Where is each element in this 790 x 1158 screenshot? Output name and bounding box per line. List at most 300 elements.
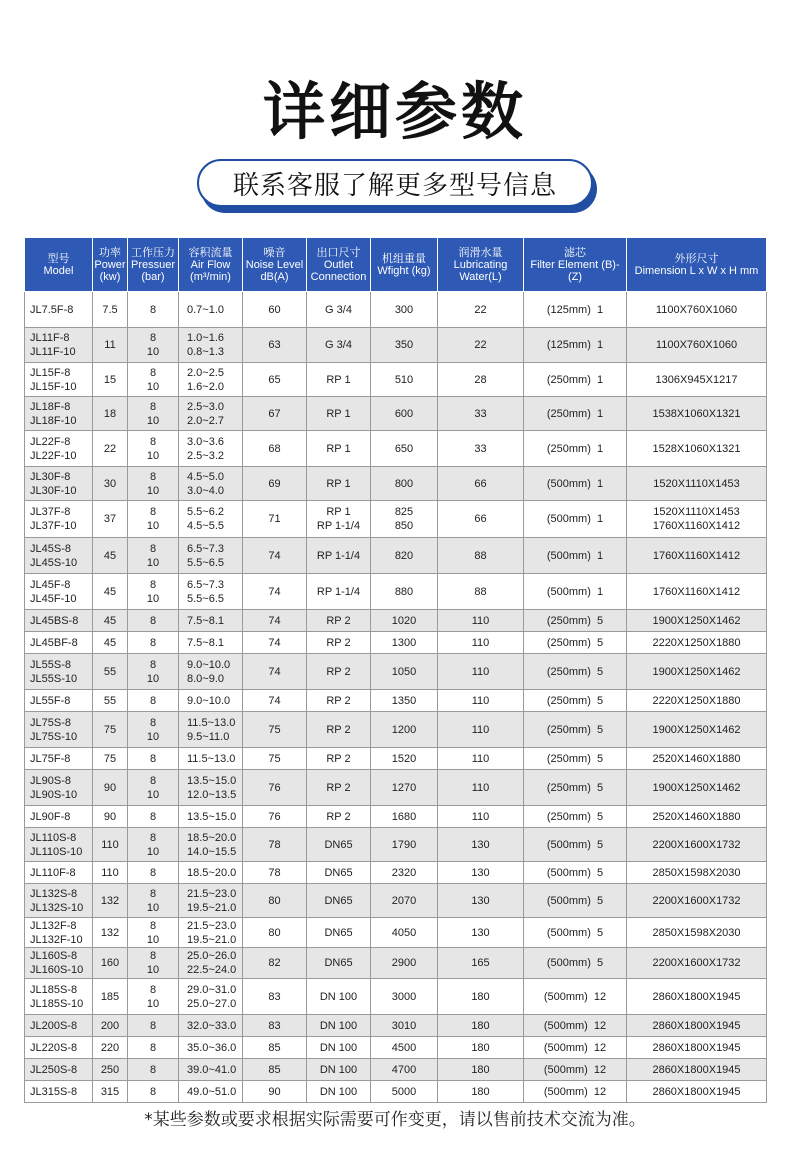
noise-cell: 60 (243, 292, 307, 328)
table-row (25, 292, 767, 328)
outlet-cell-line: DN 100 (319, 1063, 358, 1076)
water-cell: 110 (438, 654, 524, 690)
pressure-cell (128, 467, 179, 501)
outlet-cell-line: DN65 (324, 926, 353, 939)
model-cell (25, 884, 93, 918)
pressure-cell-line: 10 (146, 484, 160, 497)
column-header-model (25, 238, 93, 292)
dimension-cell-line: 2860X1800X1945 (652, 1085, 741, 1098)
air-flow-cell-line: 12.0~13.5 (187, 788, 237, 801)
outlet-cell (307, 1081, 371, 1103)
column-header-water (438, 238, 524, 292)
noise-cell: 90 (243, 1081, 307, 1103)
filter-cell: (250mm) 5 (524, 748, 627, 770)
outlet-cell-line: DN 100 (319, 1019, 358, 1032)
noise-cell: 83 (243, 979, 307, 1015)
noise-cell: 82 (243, 948, 307, 979)
outlet-cell-line: RP 2 (326, 614, 351, 627)
footnote: *某些参数或要求根据实际需要可作变更，请以售前技术交流为准。 (144, 1110, 646, 1130)
dimension-cell (627, 979, 767, 1015)
model-cell-line: JL45F-8 (30, 578, 71, 591)
power-cell: 45 (93, 610, 128, 632)
filter-cell: (125mm) 1 (524, 328, 627, 363)
filter-cell: (500mm) 12 (524, 1037, 627, 1059)
model-cell-line: JL90F-8 (30, 810, 71, 823)
weight-cell (371, 918, 438, 948)
table-row (25, 501, 767, 538)
water-cell: 110 (438, 748, 524, 770)
model-cell (25, 610, 93, 632)
dimension-cell (627, 610, 767, 632)
pressure-cell (128, 538, 179, 574)
outlet-cell (307, 806, 371, 828)
model-cell (25, 574, 93, 610)
outlet-cell (307, 292, 371, 328)
model-cell-line: JL45BF-8 (30, 636, 78, 649)
column-header-en: Lubricating Water(L) (453, 258, 508, 283)
air-flow-cell-line: 6.5~7.3 (187, 578, 225, 591)
air-flow-cell-line: 9.0~10.0 (187, 658, 231, 671)
noise-cell: 80 (243, 918, 307, 948)
water-cell: 88 (438, 574, 524, 610)
column-header-cn: 容积流量 (188, 246, 233, 259)
weight-cell (371, 828, 438, 862)
table-body (25, 292, 767, 1103)
filter-cell: (250mm) 5 (524, 712, 627, 748)
table-row (25, 806, 767, 828)
model-cell (25, 328, 93, 363)
pressure-cell (128, 1081, 179, 1103)
model-cell (25, 1081, 93, 1103)
model-cell (25, 431, 93, 467)
outlet-cell-line: RP 1-1/4 (316, 549, 361, 562)
filter-cell: (500mm) 5 (524, 948, 627, 979)
model-cell-line: JL30F-10 (30, 484, 77, 497)
power-cell: 90 (93, 770, 128, 806)
dimension-cell-line: 2200X1600X1732 (652, 894, 741, 907)
model-cell (25, 397, 93, 431)
weight-cell-line: 1790 (391, 838, 417, 851)
filter-cell: (500mm) 5 (524, 884, 627, 918)
model-cell-line: JL75F-8 (30, 752, 71, 765)
outlet-cell (307, 690, 371, 712)
filter-cell: (500mm) 5 (524, 918, 627, 948)
column-header-flow (179, 238, 243, 292)
water-cell: 180 (438, 1081, 524, 1103)
pressure-cell-line: 8 (149, 919, 157, 932)
weight-cell (371, 467, 438, 501)
pressure-cell-line: 8 (149, 366, 157, 379)
pressure-cell (128, 1059, 179, 1081)
outlet-cell (307, 610, 371, 632)
model-cell-line: JL15F-8 (30, 366, 71, 379)
pressure-cell (128, 1037, 179, 1059)
model-cell-line: JL160S-8 (30, 950, 78, 962)
water-cell: 180 (438, 1037, 524, 1059)
pressure-cell (128, 712, 179, 748)
weight-cell-line: 650 (394, 442, 414, 455)
model-cell (25, 690, 93, 712)
pressure-cell-line: 10 (146, 788, 160, 801)
weight-cell (371, 979, 438, 1015)
noise-cell: 78 (243, 862, 307, 884)
column-header-cn: 滤芯 (564, 246, 586, 259)
air-flow-cell-line: 3.0~3.6 (187, 435, 225, 448)
noise-cell: 74 (243, 610, 307, 632)
outlet-cell-line: G 3/4 (325, 339, 352, 351)
outlet-cell-line: RP 1 (326, 506, 351, 518)
air-flow-cell (179, 397, 243, 431)
air-flow-cell-line: 25.0~27.0 (187, 997, 237, 1010)
model-cell-line: JL37F-8 (30, 506, 71, 518)
filter-cell: (500mm) 12 (524, 1015, 627, 1037)
pressure-cell (128, 806, 179, 828)
outlet-cell (307, 431, 371, 467)
air-flow-cell-line: 21.5~23.0 (187, 887, 237, 900)
air-flow-cell (179, 1081, 243, 1103)
table-row (25, 610, 767, 632)
water-cell: 110 (438, 610, 524, 632)
air-flow-cell-line: 13.5~15.0 (187, 774, 237, 787)
table-row (25, 538, 767, 574)
pressure-cell (128, 884, 179, 918)
column-header-outlet (307, 238, 371, 292)
outlet-cell (307, 770, 371, 806)
column-header-power (93, 238, 128, 292)
pressure-cell-line: 8 (149, 435, 157, 448)
dimension-cell-line: 1900X1250X1462 (652, 781, 741, 794)
dimension-cell-line: 2850X1598X2030 (652, 926, 741, 939)
dimension-cell (627, 948, 767, 979)
column-header-cn: 噪音 (263, 246, 286, 259)
model-cell-line: JL110S-8 (30, 831, 77, 844)
water-cell: 22 (438, 292, 524, 328)
dimension-cell-line: 2850X1598X2030 (652, 866, 741, 879)
air-flow-cell (179, 1059, 243, 1081)
model-cell-line: JL110S-10 (30, 845, 83, 858)
dimension-cell (627, 770, 767, 806)
column-header-pressure (128, 238, 179, 292)
air-flow-cell-line: 3.0~4.0 (187, 484, 225, 497)
weight-cell-line: 4050 (391, 926, 417, 939)
model-cell-line: JL220S-8 (30, 1041, 78, 1054)
weight-cell (371, 610, 438, 632)
weight-cell-line: 2900 (391, 957, 417, 969)
water-cell: 180 (438, 979, 524, 1015)
dimension-cell-line: 1306X945X1217 (655, 373, 738, 386)
column-header-weight (371, 238, 438, 292)
air-flow-cell-line: 18.5~20.0 (187, 831, 237, 844)
air-flow-cell-line: 2.0~2.5 (187, 366, 225, 379)
air-flow-cell-line: 22.5~24.0 (187, 964, 237, 976)
model-cell-line: JL22F-10 (30, 449, 77, 462)
pressure-cell (128, 828, 179, 862)
outlet-cell (307, 574, 371, 610)
weight-cell-line: 820 (394, 549, 414, 562)
model-cell-line: JL132S-8 (30, 887, 78, 900)
power-cell: 30 (93, 467, 128, 501)
filter-cell: (500mm) 12 (524, 1081, 627, 1103)
power-cell: 132 (93, 884, 128, 918)
weight-cell-line: 350 (394, 339, 414, 351)
air-flow-cell-line: 35.0~36.0 (187, 1041, 237, 1054)
column-header-cn: 机组重量 (382, 252, 426, 265)
pressure-cell-line: 10 (146, 380, 160, 393)
power-cell: 315 (93, 1081, 128, 1103)
model-cell-line: JL55S-10 (30, 672, 78, 685)
power-cell: 45 (93, 632, 128, 654)
air-flow-cell (179, 712, 243, 748)
weight-cell-line: 825 (394, 506, 414, 518)
weight-cell-line: 3010 (391, 1019, 417, 1032)
air-flow-cell (179, 1037, 243, 1059)
column-header-en: Air Flow (m³/min) (190, 258, 231, 283)
air-flow-cell (179, 862, 243, 884)
model-cell-line: JL37F-10 (30, 520, 77, 532)
table-row (25, 574, 767, 610)
pressure-cell-line: 8 (149, 578, 157, 591)
model-cell-line: JL55F-8 (30, 694, 71, 707)
outlet-cell (307, 397, 371, 431)
dimension-cell-line: 1900X1250X1462 (652, 723, 741, 736)
dimension-cell-line: 1100X760X1060 (655, 303, 738, 316)
table-row (25, 884, 767, 918)
air-flow-cell-line: 7.5~8.1 (187, 614, 225, 627)
dimension-cell (627, 654, 767, 690)
air-flow-cell (179, 467, 243, 501)
outlet-cell-line: RP 1-1/4 (316, 520, 361, 532)
air-flow-cell-line: 14.0~15.5 (187, 845, 237, 858)
dimension-cell (627, 712, 767, 748)
outlet-cell-line: RP 2 (326, 694, 351, 707)
power-cell: 45 (93, 538, 128, 574)
dimension-cell-line: 1538X1060X1321 (652, 407, 741, 420)
pressure-cell-line: 10 (146, 346, 160, 358)
water-cell: 110 (438, 690, 524, 712)
outlet-cell-line: RP 2 (326, 752, 351, 765)
weight-cell-line: 850 (394, 520, 414, 532)
air-flow-cell-line: 18.5~20.0 (187, 866, 237, 879)
pressure-cell-line: 8 (149, 983, 157, 996)
power-cell: 185 (93, 979, 128, 1015)
weight-cell-line: 1520 (391, 752, 417, 765)
model-cell (25, 501, 93, 538)
air-flow-cell-line: 49.0~51.0 (187, 1085, 237, 1098)
air-flow-cell-line: 1.0~1.6 (187, 332, 225, 344)
outlet-cell (307, 328, 371, 363)
model-cell-line: JL11F-8 (30, 332, 70, 344)
column-header-en: Outlet Connection (310, 258, 367, 283)
noise-cell: 78 (243, 828, 307, 862)
table-row (25, 467, 767, 501)
outlet-cell-line: RP 1 (326, 477, 351, 490)
water-cell: 110 (438, 770, 524, 806)
pressure-cell-line: 8 (149, 716, 157, 729)
outlet-cell (307, 467, 371, 501)
column-header-filter (524, 238, 627, 292)
pressure-cell (128, 918, 179, 948)
pressure-cell-line: 8 (149, 1085, 157, 1098)
water-cell: 110 (438, 806, 524, 828)
air-flow-cell-line: 11.5~13.0 (187, 716, 236, 729)
model-cell (25, 1015, 93, 1037)
weight-cell-line: 4700 (391, 1063, 417, 1076)
water-cell: 22 (438, 328, 524, 363)
weight-cell (371, 948, 438, 979)
air-flow-cell (179, 690, 243, 712)
contact-service-banner[interactable]: 联系客服了解更多型号信息 (197, 159, 593, 207)
model-cell-line: JL75S-10 (30, 730, 78, 743)
dimension-cell-line: 2520X1460X1880 (652, 810, 741, 823)
weight-cell-line: 1020 (391, 614, 417, 627)
table-row (25, 918, 767, 948)
model-cell (25, 948, 93, 979)
outlet-cell (307, 948, 371, 979)
power-cell: 90 (93, 806, 128, 828)
outlet-cell-line: DN 100 (319, 990, 358, 1003)
water-cell: 130 (438, 828, 524, 862)
outlet-cell-line: DN65 (324, 957, 353, 969)
weight-cell (371, 1081, 438, 1103)
dimension-cell-line: 1520X1110X1453 (653, 477, 740, 490)
model-cell-line: JL18F-10 (30, 414, 77, 427)
dimension-cell (627, 363, 767, 397)
weight-cell (371, 292, 438, 328)
table-row (25, 1059, 767, 1081)
noise-cell: 85 (243, 1059, 307, 1081)
noise-cell: 83 (243, 1015, 307, 1037)
pressure-cell (128, 770, 179, 806)
outlet-cell (307, 538, 371, 574)
filter-cell: (250mm) 5 (524, 806, 627, 828)
column-header-en: Power (kw) (94, 258, 126, 283)
pressure-cell-line: 10 (146, 414, 160, 427)
dimension-cell (627, 431, 767, 467)
dimension-cell (627, 538, 767, 574)
weight-cell (371, 397, 438, 431)
table-row (25, 363, 767, 397)
weight-cell-line: 880 (394, 585, 414, 598)
model-cell-line: JL160S-10 (30, 964, 84, 976)
table-row (25, 654, 767, 690)
dimension-cell-line: 1100X760X1060 (655, 339, 738, 351)
model-cell-line: JL200S-8 (30, 1019, 78, 1032)
dimension-cell (627, 574, 767, 610)
power-cell: 132 (93, 918, 128, 948)
model-cell-line: JL7.5F-8 (30, 303, 74, 316)
filter-cell: (250mm) 1 (524, 431, 627, 467)
table-row (25, 712, 767, 748)
pressure-cell-line: 8 (149, 752, 157, 765)
air-flow-cell-line: 0.7~1.0 (187, 303, 225, 316)
column-header-dim (627, 238, 767, 292)
pressure-cell-line: 10 (146, 672, 160, 685)
filter-cell: (500mm) 1 (524, 501, 627, 538)
pressure-cell-line: 10 (146, 901, 160, 914)
pressure-cell-line: 8 (149, 866, 157, 879)
model-cell (25, 1037, 93, 1059)
noise-cell: 65 (243, 363, 307, 397)
outlet-cell (307, 748, 371, 770)
outlet-cell (307, 979, 371, 1015)
weight-cell-line: 1270 (391, 781, 417, 794)
air-flow-cell-line: 9.5~11.0 (187, 730, 230, 743)
filter-cell: (500mm) 5 (524, 862, 627, 884)
model-cell-line: JL45S-10 (30, 556, 78, 569)
weight-cell-line: 1050 (391, 665, 417, 678)
weight-cell (371, 806, 438, 828)
air-flow-cell-line: 2.5~3.2 (187, 449, 225, 462)
model-cell (25, 748, 93, 770)
filter-cell: (500mm) 5 (524, 828, 627, 862)
power-cell: 75 (93, 748, 128, 770)
air-flow-cell-line: 4.5~5.0 (187, 470, 225, 483)
weight-cell (371, 654, 438, 690)
table-row (25, 328, 767, 363)
pressure-cell-line: 8 (149, 303, 157, 316)
filter-cell: (500mm) 1 (524, 574, 627, 610)
model-cell-line: JL132F-10 (30, 933, 83, 946)
power-cell: 37 (93, 501, 128, 538)
pressure-cell-line: 8 (149, 887, 157, 900)
air-flow-cell (179, 979, 243, 1015)
air-flow-cell (179, 501, 243, 538)
model-cell (25, 918, 93, 948)
table-header-row (25, 238, 767, 292)
weight-cell-line: 300 (394, 303, 414, 316)
air-flow-cell-line: 32.0~33.0 (187, 1019, 237, 1032)
outlet-cell (307, 1015, 371, 1037)
dimension-cell (627, 862, 767, 884)
water-cell: 130 (438, 862, 524, 884)
table-row (25, 748, 767, 770)
outlet-cell-line: DN 100 (319, 1041, 358, 1054)
column-header-cn: 外形尺寸 (674, 252, 719, 265)
outlet-cell (307, 862, 371, 884)
weight-cell-line: 510 (394, 373, 414, 386)
column-header-cn: 型号 (47, 252, 70, 265)
model-cell (25, 538, 93, 574)
table-row (25, 979, 767, 1015)
air-flow-cell (179, 828, 243, 862)
dimension-cell (627, 1081, 767, 1103)
dimension-cell-line: 2200X1600X1732 (652, 838, 741, 851)
outlet-cell-line: RP 1 (326, 373, 351, 386)
air-flow-cell (179, 918, 243, 948)
column-header-en: Wfight (kg) (377, 264, 431, 277)
pressure-cell (128, 948, 179, 979)
model-cell-line: JL90S-10 (30, 788, 78, 801)
water-cell: 130 (438, 918, 524, 948)
dimension-cell-line: 2200X1600X1732 (652, 957, 741, 969)
air-flow-cell (179, 538, 243, 574)
air-flow-cell (179, 948, 243, 979)
air-flow-cell-line: 5.5~6.5 (187, 556, 225, 569)
filter-cell: (250mm) 5 (524, 690, 627, 712)
model-cell (25, 292, 93, 328)
noise-cell: 67 (243, 397, 307, 431)
model-cell (25, 1059, 93, 1081)
air-flow-cell-line: 0.8~1.3 (187, 346, 225, 358)
dimension-cell-line: 2860X1800X1945 (652, 1019, 741, 1032)
model-cell (25, 828, 93, 862)
pressure-cell-line: 10 (146, 845, 160, 858)
model-cell (25, 363, 93, 397)
page-title: 详细参数 (262, 75, 527, 148)
table-row (25, 862, 767, 884)
pressure-cell-line: 8 (149, 810, 157, 823)
pressure-cell-line: 8 (149, 470, 157, 483)
